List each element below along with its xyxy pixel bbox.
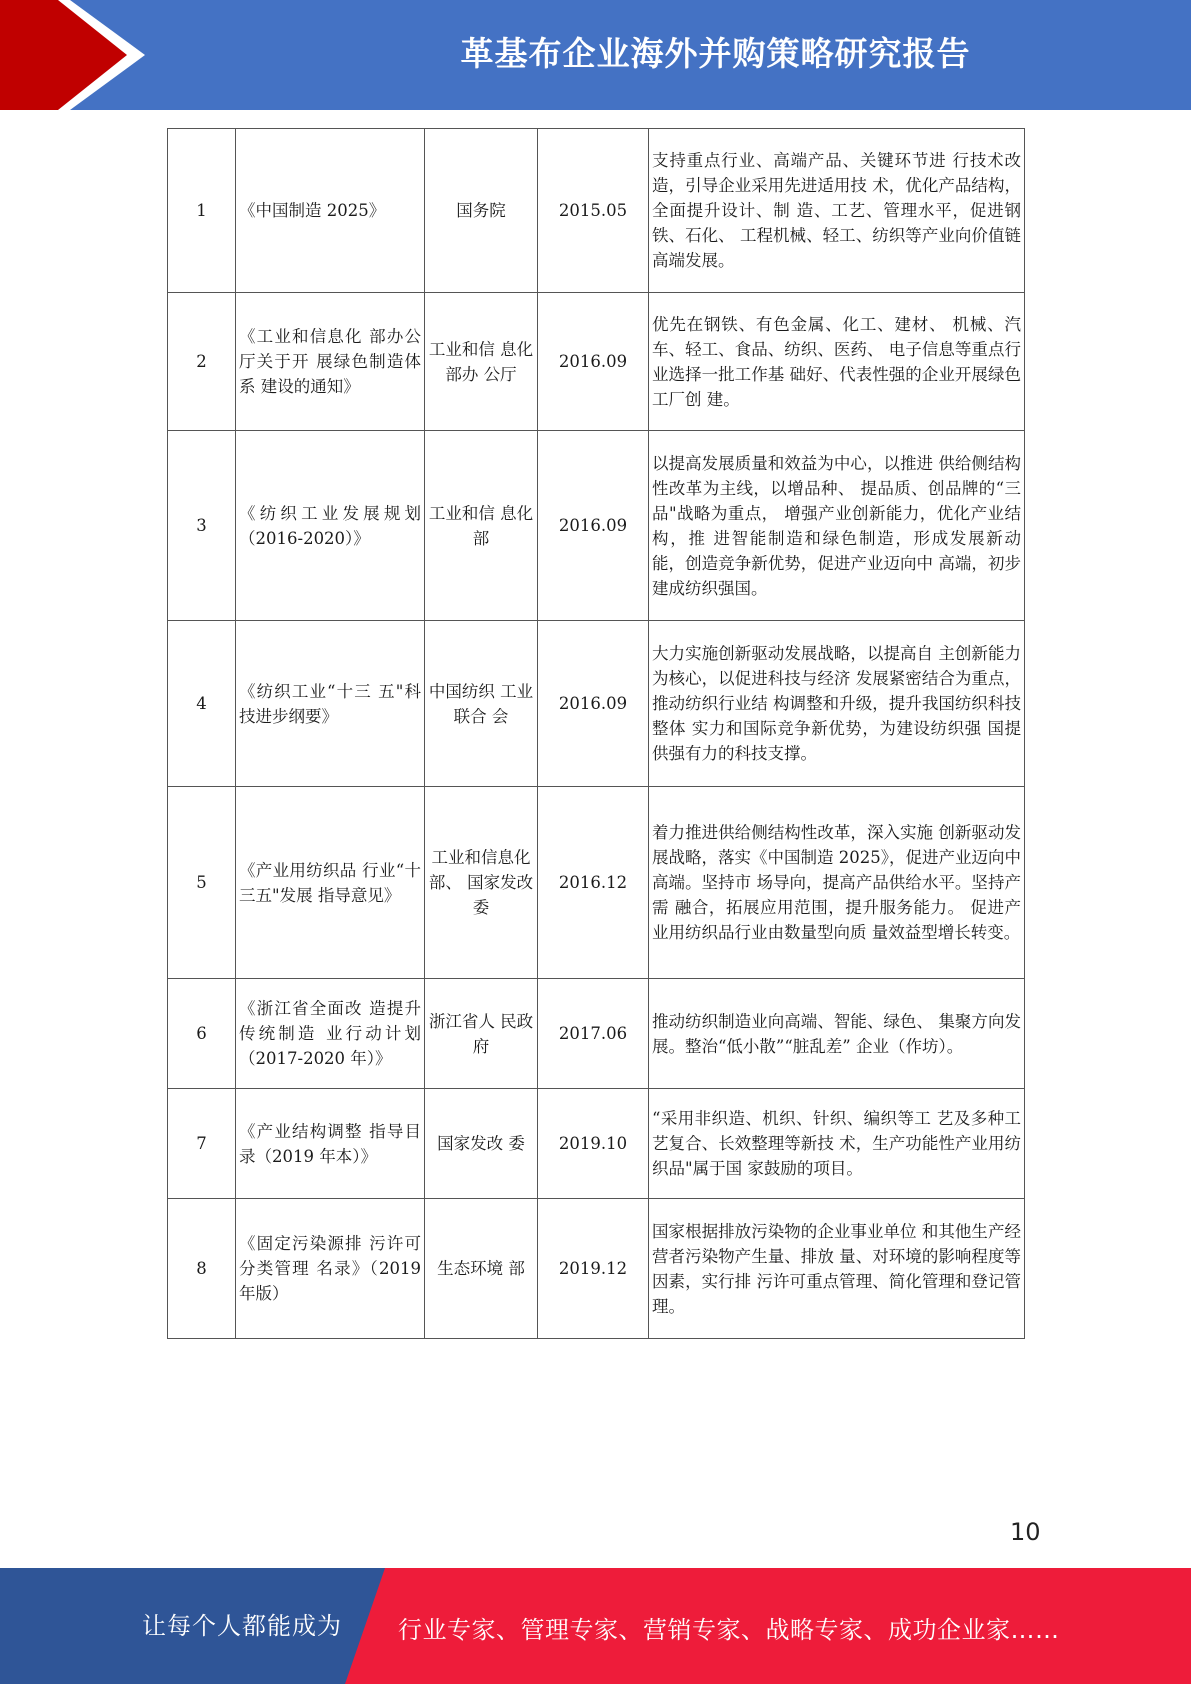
row-number: 4: [168, 621, 236, 787]
header-arrow-decoration: [0, 0, 160, 110]
policy-table: [167, 128, 1025, 1339]
table-row: [168, 787, 1025, 979]
issue-date: 2015.05: [538, 129, 649, 293]
issue-date: 2016.09: [538, 431, 649, 621]
table-row: [168, 1089, 1025, 1199]
policy-name: 《固定污染源排 污许可分类管理 名录》（2019 年版）: [236, 1199, 425, 1339]
report-title: 革基布企业海外并购策略研究报告: [460, 34, 971, 73]
issue-date: 2019.12: [538, 1199, 649, 1339]
table-row: [168, 129, 1025, 293]
row-number: 8: [168, 1199, 236, 1339]
policy-description: 支持重点行业、高端产品、关键环节进 行技术改造，引导企业采用先进适用技 术，优化产品结构，全面提升设计、制 造、工艺、管理水平，促进钢铁、石化、 工程机械、轻工、纺织等产业向价值链 高端发展。: [649, 129, 1025, 293]
policy-description: 大力实施创新驱动发展战略，以提高自 主创新能力为核心，以促进科技与经济 发展紧密结合为重点，推动纺织行业结 构调整和升级，提升我国纺织科技整体 实力和国际竞争新优势，为建设纺织强 国提供强有力的科技支撑。: [649, 621, 1025, 787]
row-number: 6: [168, 979, 236, 1089]
issue-date: 2016.09: [538, 621, 649, 787]
policy-description: 国家根据排放污染物的企业事业单位 和其他生产经营者污染物产生量、排放 量、对环境的影响程度等因素，实行排 污许可重点管理、简化管理和登记管 理。: [649, 1199, 1025, 1339]
policy-name: 《产业用纺织品 行业“十三五"发展 指导意见》: [236, 787, 425, 979]
policy-name: 《浙江省全面改 造提升传统制造 业行动计划（2017-2020 年）》: [236, 979, 425, 1089]
page-header: [0, 0, 1191, 110]
row-number: 1: [168, 129, 236, 293]
policy-name: 《纺织工业“十三 五"科技进步纲要》: [236, 621, 425, 787]
row-number: 5: [168, 787, 236, 979]
policy-name: 《中国制造 2025》: [236, 129, 425, 293]
policy-name: 《产业结构调整 指导目录（2019 年本）》: [236, 1089, 425, 1199]
policy-description: 优先在钢铁、有色金属、化工、建材、 机械、汽车、轻工、食品、纺织、医药、 电子信息等重点行业选择一批工作基 础好、代表性强的企业开展绿色工厂创 建。: [649, 293, 1025, 431]
issue-date: 2016.12: [538, 787, 649, 979]
page-footer: [0, 1568, 1191, 1684]
policy-description: 着力推进供给侧结构性改革，深入实施 创新驱动发展战略，落实《中国制造 2025》，促进产业迈向中高端。坚持市 场导向，提高产品供给水平。坚持产需 融合，拓展应用范围，提升服务能力。 促进产业用纺织品行业由数量型向质 量效益型增长转变。: [649, 787, 1025, 979]
issuing-department: 工业和信 息化部办 公厅: [425, 293, 538, 431]
issuing-department: 中国纺织 工业联合 会: [425, 621, 538, 787]
issue-date: 2016.09: [538, 293, 649, 431]
footer-slogan-left: 让每个人都能成为: [142, 1612, 342, 1640]
page-number: 10: [1010, 1518, 1041, 1546]
issuing-department: 生态环境 部: [425, 1199, 538, 1339]
issuing-department: 工业和信息化部、 国家发改委: [425, 787, 538, 979]
footer-slogan-right: 行业专家、管理专家、营销专家、战略专家、成功企业家……: [398, 1616, 1060, 1644]
row-number: 2: [168, 293, 236, 431]
table-row: [168, 293, 1025, 431]
policy-description: “采用非织造、机织、针织、编织等工 艺及多种工艺复合、长效整理等新技 术，生产功能性产业用纺织品"属于国 家鼓励的项目。: [649, 1089, 1025, 1199]
issuing-department: 浙江省人 民政府: [425, 979, 538, 1089]
issue-date: 2017.06: [538, 979, 649, 1089]
row-number: 3: [168, 431, 236, 621]
table-row: [168, 621, 1025, 787]
issue-date: 2019.10: [538, 1089, 649, 1199]
issuing-department: 工业和信 息化部: [425, 431, 538, 621]
table-row: [168, 979, 1025, 1089]
table-row: [168, 431, 1025, 621]
table-row: [168, 1199, 1025, 1339]
issuing-department: 国务院: [425, 129, 538, 293]
policy-name: 《纺织工业发展规划（2016-2020）》: [236, 431, 425, 621]
row-number: 7: [168, 1089, 236, 1199]
policy-description: 推动纺织制造业向高端、智能、绿色、 集聚方向发展。整治“低小散”“脏乱差” 企业（作坊）。: [649, 979, 1025, 1089]
issuing-department: 国家发改 委: [425, 1089, 538, 1199]
policy-name: 《工业和信息化 部办公厅关于开 展绿色制造体系 建设的通知》: [236, 293, 425, 431]
policy-description: 以提高发展质量和效益为中心，以推进 供给侧结构性改革为主线，以增品种、 提品质、创品牌的“三品"战略为重点， 增强产业创新能力，优化产业结构，推 进智能制造和绿色制造，形成发展新动 能，创造竞争新优势，促进产业迈向中 高端，初步建成纺织强国。: [649, 431, 1025, 621]
